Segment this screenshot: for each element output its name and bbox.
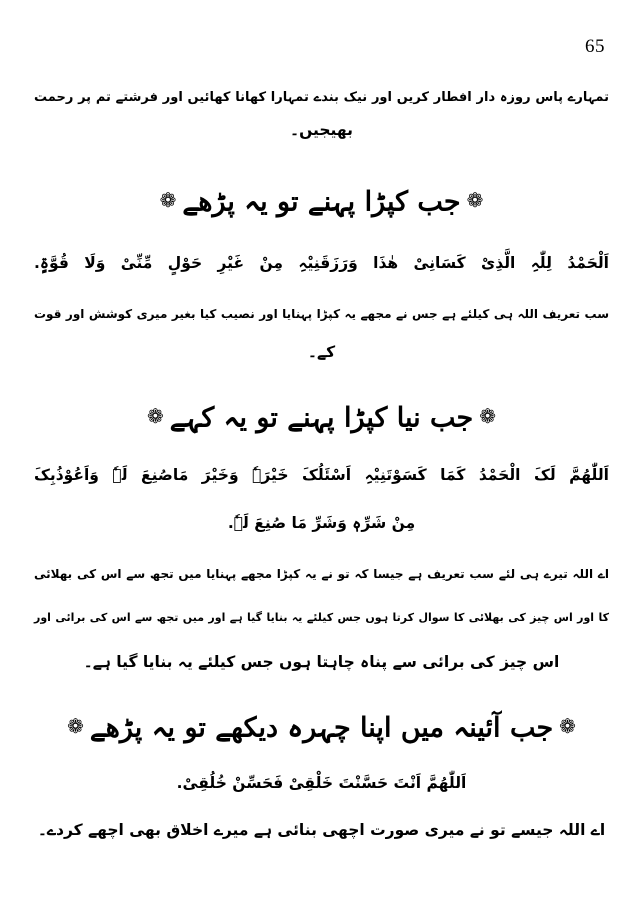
arabic-dua-line: مِنْ شَرِّہٖ وَشَرِّ مَا صُنِعَ لَہٗ.	[227, 514, 416, 532]
ornament-icon: ❁	[479, 403, 497, 428]
page-number: 65	[585, 36, 605, 57]
ornament-icon: ❁	[146, 403, 164, 428]
section-heading-wearing-clothes	[0, 180, 643, 226]
urdu-translation-line: اے اللہ جیسے تو نے میری صورت اچھی بنائی ہے میرے اخلاق بھی اچھے کردے۔	[37, 821, 606, 839]
heading-text: جب نیا کپڑا پہنے تو یہ کہے	[169, 402, 474, 434]
ornament-icon: ❁	[466, 187, 484, 212]
arabic-dua-line: اَللّٰھُمَّ اَنْتَ حَسَّنْتَ خَلْقِیْ فَحَسِّنْ خُلُقِیْ.	[176, 774, 467, 792]
arabic-dua-line: اَللّٰھُمَّ لَکَ الْحَمْدُ کَمَا کَسَوْتَنِیْہِ اَسْئَلُکَ خَیْرَہٗ وَخَیْرَ مَاصُنِعَ لَہٗ وَاَعُوْذُبِکَ	[34, 466, 609, 484]
heading-text: جب کپڑا پہنے تو یہ پڑھے	[182, 186, 461, 218]
urdu-translation-line: سب تعریف اللہ ہی کیلئے ہے جس نے مجھے یہ کپڑا پہنایا اور نصیب کیا بغیر میری کوشش اور قوت	[34, 307, 609, 321]
urdu-translation-line: کے۔	[307, 343, 336, 361]
ornament-icon: ❁	[67, 713, 84, 738]
intro-line-2: بھیجیں۔	[290, 121, 353, 139]
urdu-translation-line: اس چیز کی برائی سے پناہ چاہتا ہوں جس کیلئے یہ بنایا گیا ہے۔	[83, 653, 560, 671]
intro-line-1: تمہارے پاس روزہ دار افطار کریں اور نیک بندے تمہارا کھانا کھائیں اور فرشتے تم پر رحمت	[34, 90, 609, 105]
ornament-icon: ❁	[159, 187, 177, 212]
heading-text: جب آئینہ میں اپنا چہرہ دیکھے تو یہ پڑھے	[89, 712, 554, 744]
section-heading-mirror	[0, 706, 643, 752]
section-heading-new-clothes	[0, 396, 643, 442]
ornament-icon: ❁	[559, 713, 576, 738]
urdu-translation-line: کا اور اس چیز کی بھلائی کا سوال کرتا ہوں جس کیلئے یہ بنایا گیا ہے اور میں تجھ سے اس کی برائی اور	[34, 611, 609, 624]
arabic-dua-line: اَلْحَمْدُ لِلّٰہِ الَّذِیْ کَسَانِیْ ھٰذَا وَرَزَقَنِیْہِ مِنْ غَیْرِ حَوْلٍ مِّنِّیْ وَلَا قُوَّۃٍ.	[34, 254, 609, 272]
urdu-translation-line: اے اللہ تیرے ہی لئے سب تعریف ہے جیسا کہ تو نے یہ کپڑا مجھے پہنایا میں تجھ سے اس کی بھلائی	[34, 567, 609, 581]
